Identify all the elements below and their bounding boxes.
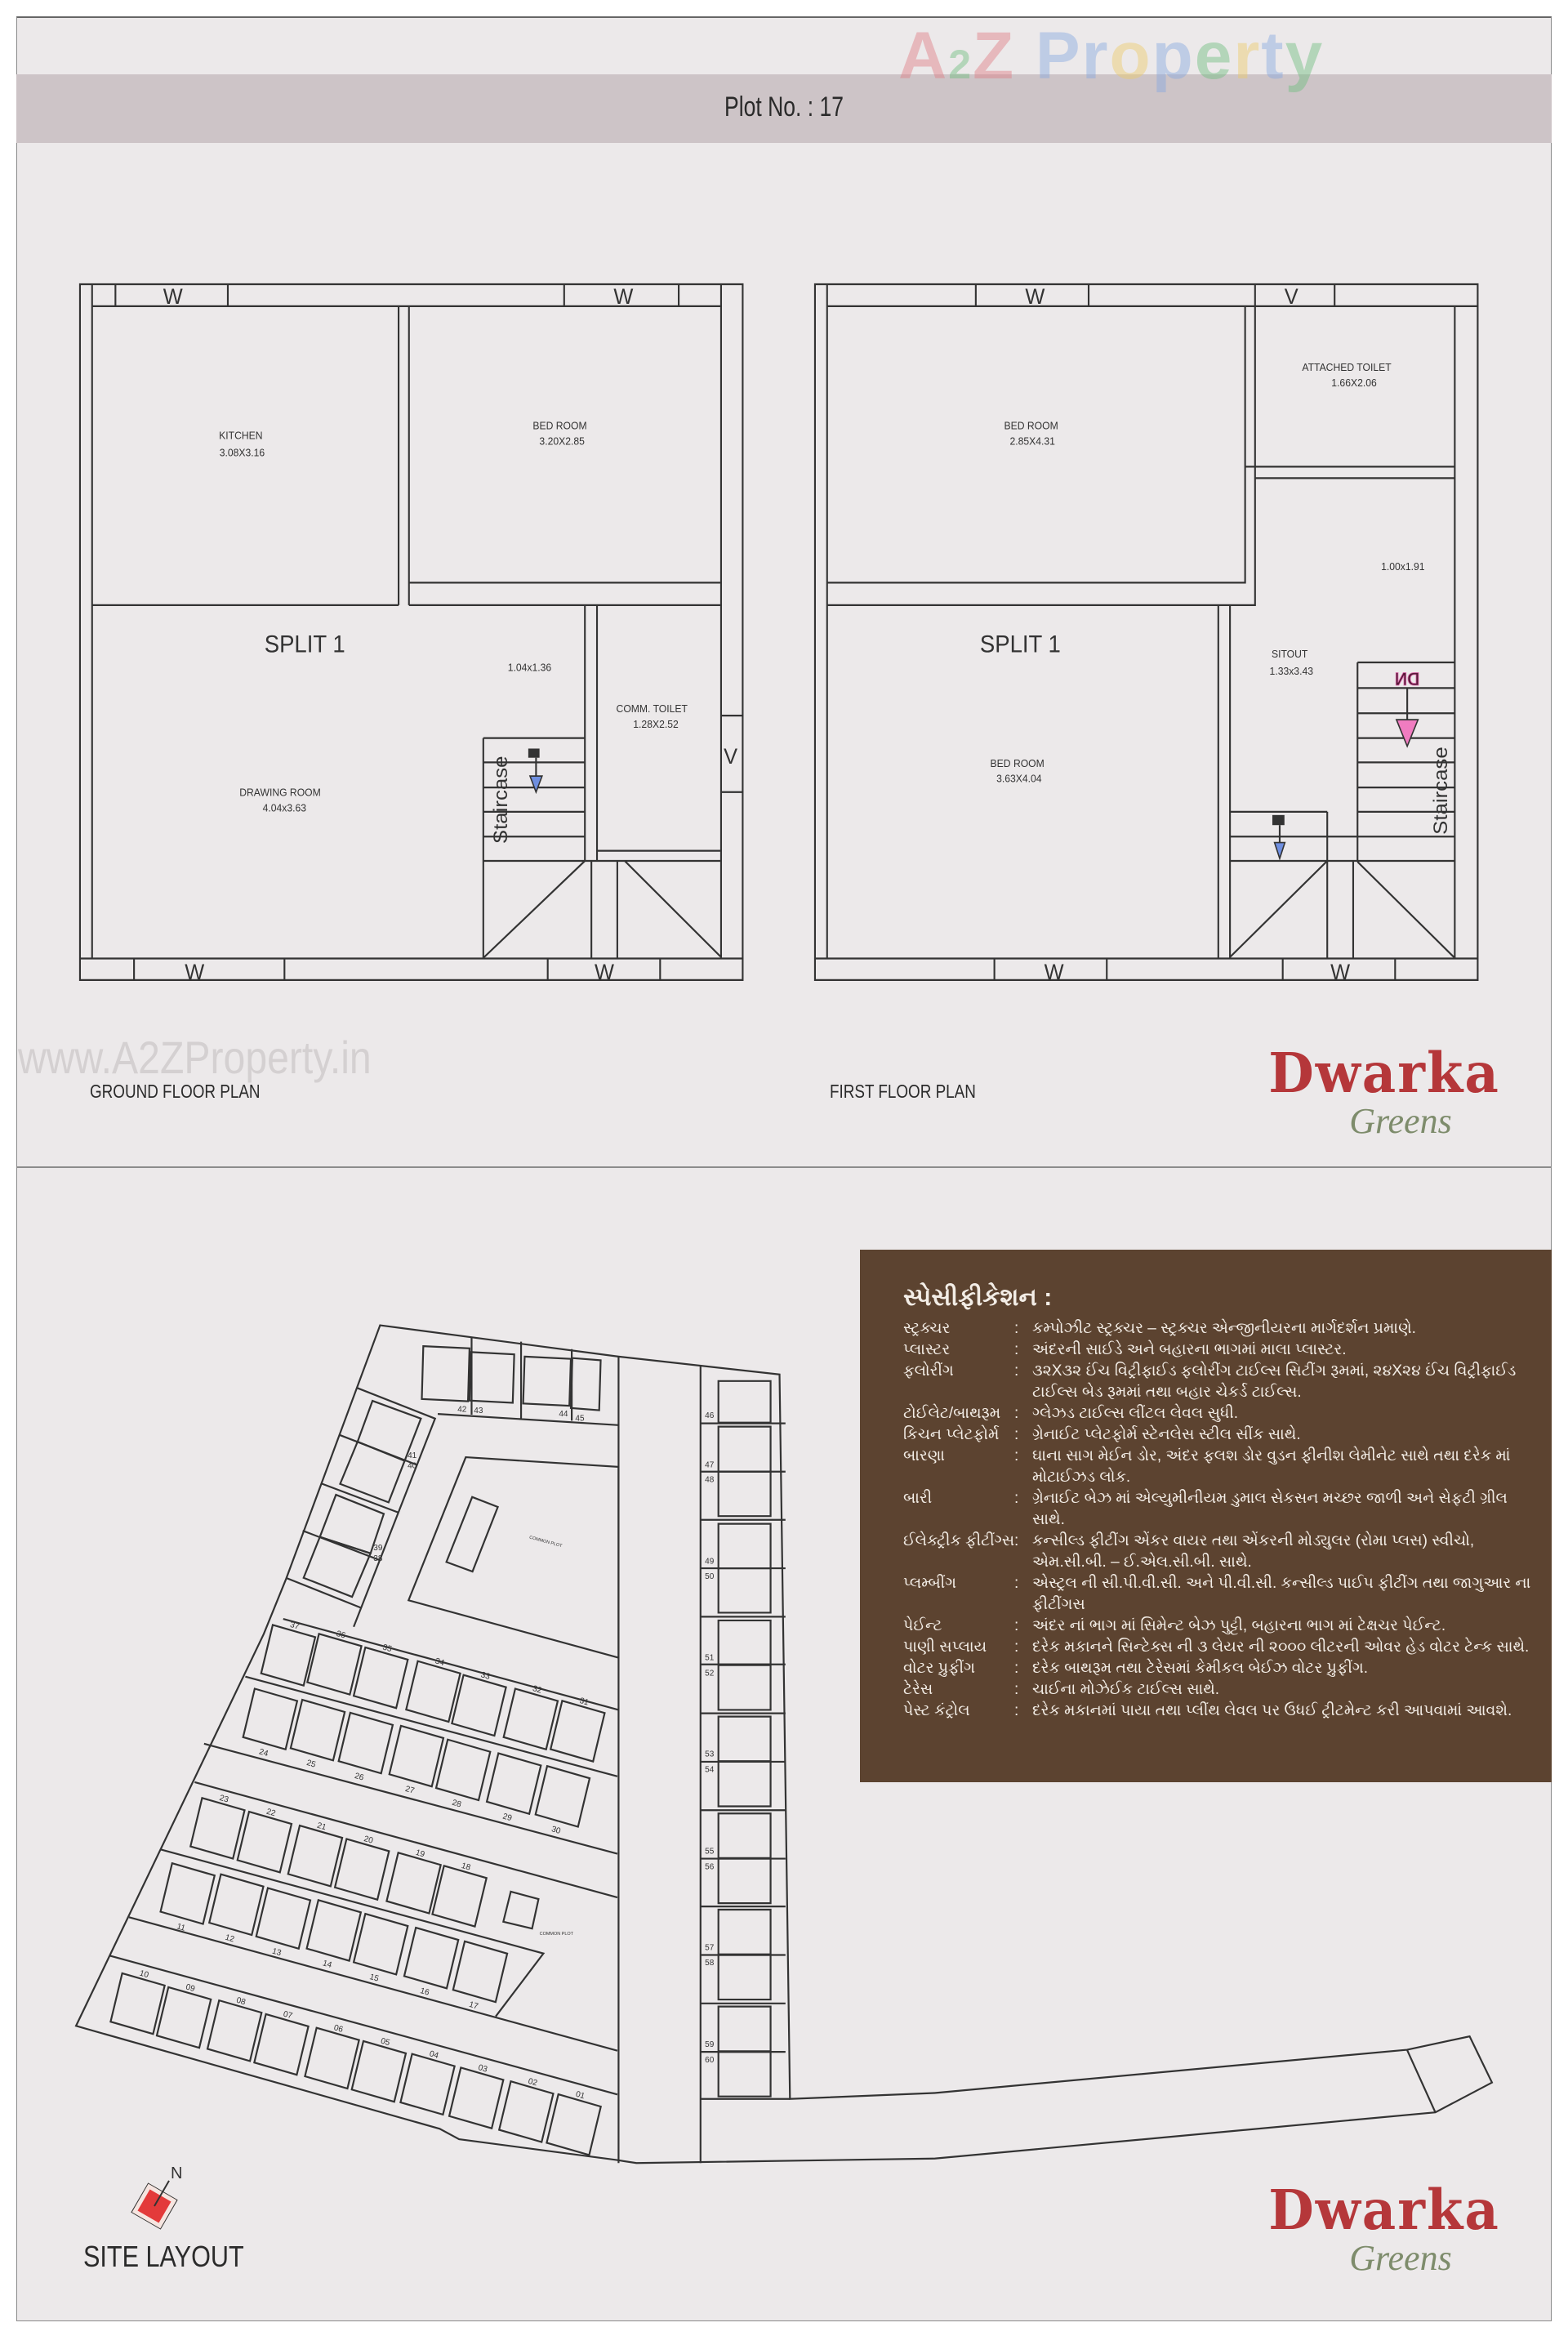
north-label: N	[171, 2164, 183, 2182]
drawing-room-label: DRAWING ROOM	[239, 786, 321, 799]
spec-colon: :	[1014, 1405, 1019, 1422]
plot-number: 01	[574, 2089, 586, 2102]
plot	[339, 1713, 393, 1773]
plot	[254, 2014, 308, 2075]
watermark-letter: t	[1261, 19, 1285, 93]
spec-label: ટેરેસ	[903, 1681, 933, 1698]
spec-colon: :	[1014, 1341, 1019, 1358]
plot-number: 19	[414, 1848, 426, 1860]
plot-number: 56	[705, 1862, 715, 1872]
plot-number: 21	[315, 1821, 327, 1833]
spec-value: એસ્ટ્રલ ની સી.પી.વી.સી. અને પી.વી.સી. કન્સીલ્ડ પાઈપ ફીટીંગ તથા જાગુઆર ના ફીટીંગસ	[1032, 1575, 1531, 1613]
plot	[504, 1689, 558, 1750]
plot	[190, 1798, 244, 1858]
plot-number: 26	[353, 1771, 365, 1783]
spec-label: પાણી સપ્લાય	[903, 1638, 987, 1656]
plot	[719, 1859, 771, 1904]
spec-label: પેસ્ટ કંટ્રોલ	[903, 1702, 970, 1719]
plot-number: 51	[705, 1653, 715, 1663]
plot-number: 58	[705, 1959, 715, 1968]
watermark-letter: o	[1109, 19, 1152, 93]
watermark-letter: 2	[948, 42, 973, 87]
spec-colon: :	[1014, 1638, 1019, 1656]
plot-number: 17	[467, 1999, 479, 2012]
plot-number: 38	[373, 1554, 383, 1563]
plot-number: 18	[460, 1861, 472, 1873]
plot	[352, 2041, 406, 2102]
spec-colon: :	[1014, 1490, 1019, 1507]
plot-number: 15	[368, 1973, 380, 1984]
spec-row	[903, 1403, 1537, 1424]
plot	[719, 2007, 771, 2052]
plot	[238, 1812, 292, 1872]
spec-value: ઘાના સાગ મેઈન ડોર, અંદર ફલશ ડોર વુડન ફીનીશ લેમીનેટ સાથે તથા દરેક માં મોટાઈઝડ લોક.	[1032, 1447, 1511, 1486]
plot	[261, 1625, 315, 1685]
spec-row	[903, 1318, 1537, 1340]
staircase-label: Staircase	[489, 756, 512, 845]
plot-number: 22	[265, 1807, 277, 1819]
spec-label: પ્લાસ્ટર	[903, 1341, 951, 1358]
plot-number: 40	[408, 1461, 417, 1471]
plot-number: 43	[474, 1407, 483, 1416]
plot-number: 09	[185, 1982, 196, 1995]
plot-number-title: Plot No. : 17	[724, 91, 844, 123]
bedroom-label: BED ROOM	[1004, 419, 1058, 432]
plot-number: 39	[373, 1544, 383, 1554]
spec-colon: :	[1014, 1320, 1019, 1337]
plot	[546, 2094, 600, 2155]
plot-number: 30	[550, 1825, 562, 1836]
ventilator-label: V	[724, 743, 738, 769]
plot-number: 02	[527, 2076, 539, 2089]
plot	[305, 2028, 359, 2089]
common-plot-boundary	[408, 1457, 618, 1657]
plot	[291, 1700, 345, 1760]
plot-number: 33	[479, 1670, 492, 1682]
plot-number: 41	[408, 1451, 417, 1460]
specifications-title: સ્પેસીફીકેશન :	[903, 1284, 1053, 1311]
ground-floor-plan-title: GROUND FLOOR PLAN	[90, 1081, 261, 1102]
window-label: W	[613, 283, 634, 310]
plot-number: 14	[321, 1959, 333, 1970]
plot	[288, 1826, 342, 1886]
plot-number: 34	[434, 1656, 446, 1668]
logo-tagline: Greens	[1349, 1101, 1452, 1141]
spec-label: ફલોરીંગ	[903, 1362, 954, 1380]
plot-number: 50	[705, 1571, 715, 1581]
plot	[354, 1914, 408, 1974]
plot	[400, 2054, 454, 2115]
dwarka-greens-logo	[1262, 2178, 1507, 2278]
plot	[432, 1866, 486, 1926]
plot-number: 55	[705, 1847, 715, 1857]
pavilion	[447, 1497, 498, 1571]
plot-number: 13	[270, 1946, 283, 1959]
first-floor-plan-title: FIRST FLOOR PLAN	[830, 1081, 976, 1102]
toilet-size: 1.28X2.52	[633, 718, 679, 731]
plot-number: 47	[705, 1460, 715, 1470]
plot	[390, 1726, 443, 1786]
plot-number: 20	[363, 1834, 374, 1846]
plot	[453, 1941, 507, 2002]
plot-number: 05	[379, 2036, 391, 2048]
water-tank	[503, 1892, 538, 1928]
plot-number: 46	[705, 1411, 715, 1421]
window-label: W	[163, 283, 183, 310]
plot-number: 16	[419, 1986, 430, 1998]
window-label: W	[185, 959, 205, 984]
sitout-size: 1.33x3.43	[1269, 665, 1313, 678]
bedroom-size: 3.20X2.85	[539, 435, 585, 448]
passage-size: 1.00x1.91	[1381, 560, 1425, 573]
spec-row	[903, 1424, 1537, 1446]
plot-number: 59	[705, 2040, 715, 2049]
plot	[209, 1875, 263, 1935]
plot	[719, 1381, 771, 1423]
spec-value: કન્સીલ્ડ ફીટીંગ એંકર વાયર તથા એંકરની મોડ્યુલર (રોમા પ્લસ) સ્વીચો, એમ.સી.બી. – ઈ.એલ.સી.બી. સાથે.	[1032, 1532, 1475, 1571]
plot-number: 32	[531, 1684, 543, 1696]
plot-number: 49	[705, 1557, 715, 1567]
spec-label: ટોઈલેટ/બાથરૂમ	[903, 1405, 1001, 1422]
ventilator-label: V	[1284, 283, 1298, 310]
spec-row	[903, 1531, 1537, 1573]
window-label: W	[1025, 283, 1045, 310]
spec-label: વોટર પ્રુફીંગ	[903, 1660, 975, 1677]
plot	[449, 2067, 503, 2128]
spec-colon: :	[1014, 1447, 1019, 1464]
watermark-letter: P	[1035, 19, 1082, 93]
spec-colon: :	[1014, 1681, 1019, 1698]
spec-row	[903, 1637, 1537, 1658]
plot	[256, 1888, 310, 1949]
spec-value: દરેક મકાનમાં પાયા તથા પ્લીંથ લેવલ પર ઉધઈ ટ્રીટમેન્ટ કરી આપવામાં આવશે.	[1032, 1702, 1512, 1719]
spec-value: અંદર નાં ભાગ માં સિમેન્ટ બેઝ પુટ્ટી, બહારના ભાગ માં ટેક્ષચર પેઈન્ટ.	[1032, 1617, 1446, 1634]
plot-number: 06	[332, 2023, 345, 2035]
spec-colon: :	[1014, 1702, 1019, 1719]
bedroom-size: 3.63X4.04	[996, 773, 1042, 785]
watermark-letter: p	[1152, 19, 1195, 93]
spec-row	[903, 1488, 1537, 1531]
logo-tagline: Greens	[1349, 2238, 1452, 2278]
plot	[719, 1955, 771, 1999]
plot-number: 36	[335, 1629, 347, 1641]
spec-row	[903, 1616, 1537, 1637]
plot	[719, 1568, 771, 1612]
spec-value: ગ્લેઝડ ટાઈલ્સ લીંટલ લેવલ સુધી.	[1032, 1405, 1239, 1422]
plot-number: 12	[224, 1933, 236, 1945]
spec-value: દરેક મકાનને સિન્ટેક્સ ની ૩ લેયર ની ૨૦૦૦ લીટરની ઓવર હેડ વોટર ટેન્ક સાથે.	[1032, 1638, 1530, 1656]
spec-row	[903, 1340, 1537, 1361]
spec-row	[903, 1446, 1537, 1488]
plot	[436, 1740, 490, 1800]
plot	[335, 1839, 389, 1899]
site-layout-title: SITE LAYOUT	[83, 2240, 244, 2273]
plot	[307, 1900, 361, 1960]
plots-group	[110, 1346, 785, 2155]
plot	[243, 1689, 297, 1750]
spec-value: કમ્પોઝીટ સ્ટ્રક્ચર – સ્ટ્રક્ચર એન્જીનીયરના માર્ગદર્શન પ્રમાણે.	[1032, 1320, 1416, 1337]
spec-colon: :	[1014, 1532, 1019, 1549]
spec-colon: :	[1014, 1660, 1019, 1677]
plot	[304, 1537, 371, 1597]
plot	[207, 2000, 261, 2061]
plot	[523, 1357, 571, 1406]
plot	[719, 1717, 771, 1762]
plot	[571, 1358, 601, 1411]
plot	[719, 1427, 771, 1472]
plot	[719, 1472, 771, 1516]
url-watermark: www.A2ZProperty.in	[18, 1032, 372, 1083]
watermark-letter: A	[898, 19, 949, 93]
plot-number: 25	[305, 1759, 317, 1770]
plot	[719, 1762, 771, 1807]
split-label: SPLIT 1	[264, 631, 345, 658]
plot-number: 27	[403, 1784, 416, 1796]
staircase-label: Staircase	[1429, 747, 1452, 835]
attached-toilet-label: ATTACHED TOILET	[1302, 361, 1392, 374]
plot-number: 29	[501, 1812, 513, 1824]
landing-size: 1.04x1.36	[507, 662, 552, 674]
plot-number: 37	[288, 1620, 301, 1632]
plot-number: 44	[559, 1409, 568, 1419]
watermark-letter: y	[1285, 19, 1325, 93]
watermark-letter: e	[1194, 19, 1234, 93]
plot	[354, 1647, 408, 1708]
spec-colon: :	[1014, 1426, 1019, 1443]
plot	[719, 1620, 771, 1665]
street-lines	[110, 1619, 618, 2094]
plot-number: 48	[705, 1475, 715, 1485]
plot	[161, 1863, 215, 1924]
attached-toilet-size: 1.66X2.06	[1331, 377, 1377, 390]
plot	[452, 1675, 506, 1736]
window-label: W	[1044, 959, 1064, 984]
spec-row	[903, 1573, 1537, 1616]
common-plot-label: COMMON PLOT	[528, 1535, 563, 1549]
window-label: W	[1330, 959, 1351, 984]
spec-row	[903, 1658, 1537, 1679]
plot	[157, 1987, 211, 2048]
plot-number: 57	[705, 1943, 715, 1953]
kitchen-label: KITCHEN	[219, 430, 263, 442]
plot	[110, 1973, 164, 2034]
specifications-list	[903, 1318, 1537, 1722]
spec-value: ગ્રેનાઈટ પ્લેટફોર્મ સ્ટેનલેસ સ્ટીલ સીંક સાથે.	[1032, 1426, 1301, 1443]
plot	[487, 1754, 541, 1814]
plot-number: 35	[381, 1643, 393, 1655]
spec-row	[903, 1701, 1537, 1722]
plot	[499, 2081, 553, 2142]
plot	[404, 1928, 458, 1988]
plot-number: 54	[705, 1765, 715, 1775]
drawing-room-size: 4.04x3.63	[262, 802, 307, 814]
plot-number: 31	[578, 1696, 590, 1708]
plot-number: 52	[705, 1669, 715, 1678]
plot	[470, 1352, 514, 1402]
spec-label: પેઈન્ટ	[903, 1617, 942, 1634]
watermark-letter: Z	[973, 19, 1016, 93]
split-label: SPLIT 1	[979, 631, 1061, 658]
plot-number: 08	[235, 1995, 247, 2008]
spec-label: બારણા	[903, 1447, 945, 1464]
bedroom-label: BED ROOM	[990, 757, 1045, 770]
plot-number: 10	[138, 1968, 150, 1981]
spec-value: ગ્રેનાઈટ બેઝ માં એલ્યુમીનીયમ ડુમાલ સેકસન મચ્છર જાળી અને સેફટી ગ્રીલ સાથે.	[1032, 1490, 1508, 1528]
window-label: W	[595, 959, 615, 984]
spec-label: ઈલેક્ટ્રીક ફીટીંગ્સ	[903, 1532, 1015, 1549]
plot-number: 45	[575, 1414, 585, 1424]
spec-label: કિચન પ્લેટફોર્મ	[903, 1426, 1000, 1443]
bedroom-size: 2.85X4.31	[1009, 435, 1055, 448]
spec-colon: :	[1014, 1362, 1019, 1380]
plot	[307, 1634, 361, 1694]
spec-label: પ્લમ્બીંગ	[903, 1575, 957, 1592]
plot	[536, 1766, 590, 1826]
down-label: DN	[1394, 668, 1420, 690]
spec-value: દરેક બાથરૂમ તથા ટેરેસમાં કેમીકલ બેઈઝ વોટર પ્રુફીંગ.	[1032, 1660, 1369, 1677]
spec-label: બારી	[903, 1490, 933, 1507]
watermark-letter: r	[1081, 19, 1110, 93]
logo-name: Dwarka	[1268, 1041, 1500, 1106]
spec-value: ચાઈના મોઝેઈક ટાઈલ્સ સાથે.	[1032, 1681, 1220, 1698]
plot	[719, 1665, 771, 1710]
spec-row	[903, 1361, 1537, 1403]
plot-number: 53	[705, 1750, 715, 1759]
logo-name: Dwarka	[1268, 2178, 1500, 2243]
specifications-panel	[860, 1250, 1552, 1782]
spec-value: અંદરની સાઈડે અને બહારના ભાગમાં માલા પ્લાસ્ટર.	[1032, 1341, 1347, 1358]
plot	[719, 1910, 771, 1955]
plot-number: 60	[705, 2055, 715, 2065]
plot	[422, 1346, 470, 1402]
common-plot-label: COMMON PLOT	[539, 1932, 574, 1937]
spec-label: સ્ટ્રક્ચર	[903, 1320, 951, 1337]
plot-number: 42	[457, 1405, 467, 1415]
watermark-letter: r	[1233, 19, 1262, 93]
plot	[406, 1661, 460, 1722]
bedroom-label: BED ROOM	[532, 419, 587, 432]
plot-number: 04	[428, 2049, 440, 2061]
plot	[386, 1852, 440, 1913]
plot	[719, 1524, 771, 1568]
plot-number: 11	[176, 1922, 187, 1933]
plot	[340, 1442, 404, 1502]
toilet-label: COMM. TOILET	[616, 702, 688, 716]
sitout-label: SITOUT	[1271, 648, 1308, 660]
kitchen-size: 3.08X3.16	[219, 447, 265, 459]
spec-value: ૩૨X૩૨ ઈંચ વિટ્રીફાઈડ ફલોરીંગ ટાઈલ્સ સિટીંગ રૂમમાં, ૨૪X૨૪ ઈંચ વિટ્રીફાઈડ ટાઈલ્સ બેડ રૂમમાં તથા બહાર ચેકર્ડ ટાઈલ્સ.	[1032, 1362, 1517, 1401]
plot-number: 03	[477, 2063, 488, 2075]
plot-number: 24	[257, 1747, 270, 1759]
plot-number: 07	[282, 2009, 294, 2022]
spec-colon: :	[1014, 1575, 1019, 1592]
plot-number: 23	[218, 1793, 230, 1805]
plot-number: 28	[451, 1798, 462, 1810]
spec-row	[903, 1679, 1537, 1701]
plot	[719, 1813, 771, 1858]
plot	[719, 2052, 771, 2097]
plot	[550, 1701, 604, 1761]
spec-colon: :	[1014, 1617, 1019, 1634]
